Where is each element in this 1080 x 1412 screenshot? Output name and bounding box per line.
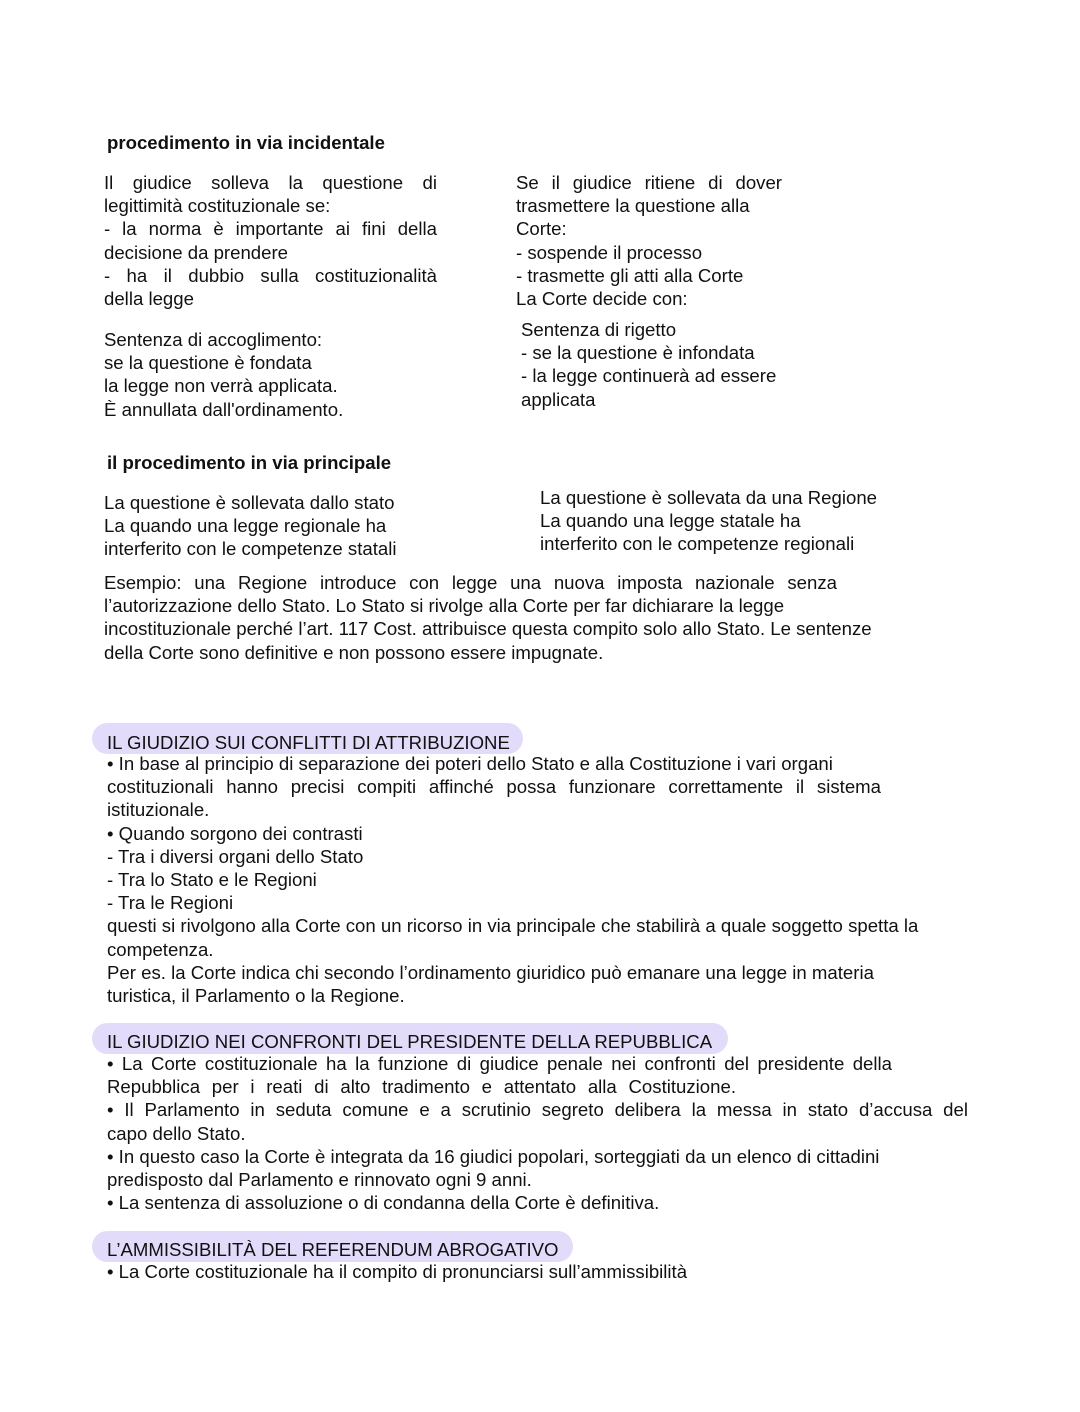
text-line: della Corte sono definitive e non possono essere impugnate. <box>104 641 604 663</box>
text-line: Corte: <box>516 218 567 240</box>
text-line: Per es. la Corte indica chi secondo l’ordinamento giuridico può emanare una legge in materia <box>107 961 874 983</box>
text-line: - trasmette gli atti alla Corte <box>516 264 744 286</box>
text-line: La quando una legge statale ha <box>540 510 801 532</box>
text-line: costituzionali hanno precisi compiti affinché possa funzionare correttamente il sistema <box>107 776 881 798</box>
text-line: La Corte decide con: <box>516 288 688 310</box>
text-line: Sentenza di rigetto <box>521 319 677 340</box>
text-line: - Tra lo Stato e le Regioni <box>107 869 317 891</box>
text-line: - la norma è importante ai fini della <box>104 218 437 240</box>
text-line: - la legge continuerà ad essere <box>521 365 777 387</box>
text-line: - Tra le Regioni <box>107 892 234 914</box>
text-line: interferito con le competenze regionali <box>540 533 855 555</box>
incidentale-right-column <box>516 171 782 310</box>
presidente-body <box>107 1052 968 1214</box>
principale-right-column <box>540 486 877 556</box>
text-line: - Tra i diversi organi dello Stato <box>107 845 364 867</box>
section-title-presidente: IL GIUDIZIO NEI CONFRONTI DEL PRESIDENTE DELLA REPUBBLICA <box>107 1031 713 1052</box>
section-title-referendum: L’AMMISSIBILITÀ DEL REFERENDUM ABROGATIVO <box>107 1239 559 1260</box>
text-line: decisione da prendere <box>104 241 289 263</box>
text-line: La quando una legge regionale ha <box>104 515 387 537</box>
conflitti-body <box>107 752 918 1007</box>
principale-left-column <box>104 491 397 561</box>
text-line: applicata <box>521 388 596 410</box>
text-line: l’autorizzazione dello Stato. Lo Stato si rivolge alla Corte per far dichiarare la legge <box>104 595 785 617</box>
text-line: competenza. <box>107 938 214 960</box>
principale-example <box>104 571 872 664</box>
text-line: - ha il dubbio sulla costituzionalità <box>104 264 437 286</box>
text-line: Repubblica per i reati di alto tradimento e attentato alla Costituzione. <box>107 1076 736 1098</box>
text-line: Sentenza di accoglimento: <box>104 329 323 350</box>
text-line: se la questione è fondata <box>104 352 312 374</box>
text-line: • La Corte costituzionale ha la funzione di giudice penale nei confronti del presidente della <box>107 1053 892 1074</box>
text-line: capo dello Stato. <box>107 1122 246 1144</box>
text-line: della legge <box>104 288 194 310</box>
sentenza-accoglimento <box>104 328 343 421</box>
text-line: La questione è sollevata da una Regione <box>540 487 878 508</box>
text-line: È annullata dall'ordinamento. <box>104 398 344 420</box>
text-line: predisposto dal Parlamento e rinnovato ogni 9 anni. <box>107 1169 532 1191</box>
text-line: turistica, il Parlamento o la Regione. <box>107 985 405 1007</box>
sentenza-rigetto <box>521 318 776 411</box>
text-line: • In base al principio di separazione dei poteri dello Stato e alla Costituzione i vari organi <box>107 753 833 774</box>
text-line: istituzionale. <box>107 799 210 821</box>
text-line: - se la questione è infondata <box>521 342 755 364</box>
text-line: questi si rivolgono alla Corte con un ricorso in via principale che stabilirà a quale soggetto spetta la <box>107 915 919 937</box>
text-line: legittimità costituzionale se: <box>104 195 331 217</box>
text-line: Esempio: una Regione introduce con legge una nuova imposta nazionale senza <box>104 572 837 593</box>
text-line: trasmettere la questione alla <box>516 195 750 217</box>
text-line: • Il Parlamento in seduta comune e a scrutinio segreto delibera la messa in stato d’accusa del <box>107 1099 968 1121</box>
section-title-conflitti: IL GIUDIZIO SUI CONFLITTI DI ATTRIBUZIONE <box>107 732 510 753</box>
referendum-body <box>107 1260 687 1283</box>
text-line: • La sentenza di assoluzione o di condanna della Corte è definitiva. <box>107 1192 660 1214</box>
text-line: • Quando sorgono dei contrasti <box>107 822 363 844</box>
section-title-incidentale: procedimento in via incidentale <box>107 132 385 153</box>
text-line: La questione è sollevata dallo stato <box>104 492 395 513</box>
text-line: - sospende il processo <box>516 241 703 263</box>
text-line: • La Corte costituzionale ha il compito di pronunciarsi sull’ammissibilità <box>107 1261 688 1282</box>
section-title-principale: il procedimento in via principale <box>107 452 392 473</box>
text-line: Se il giudice ritiene di dover <box>516 172 782 193</box>
text-line: interferito con le competenze statali <box>104 538 397 560</box>
incidentale-left-column <box>104 171 437 310</box>
text-line: la legge non verrà applicata. <box>104 375 338 397</box>
text-line: Il giudice solleva la questione di <box>104 172 437 193</box>
text-line: incostituzionale perché l’art. 117 Cost. attribuisce questa compito solo allo Stato. Le sentenze <box>104 618 872 640</box>
text-line: • In questo caso la Corte è integrata da 16 giudici popolari, sorteggiati da un elenco di cittadini <box>107 1145 880 1167</box>
